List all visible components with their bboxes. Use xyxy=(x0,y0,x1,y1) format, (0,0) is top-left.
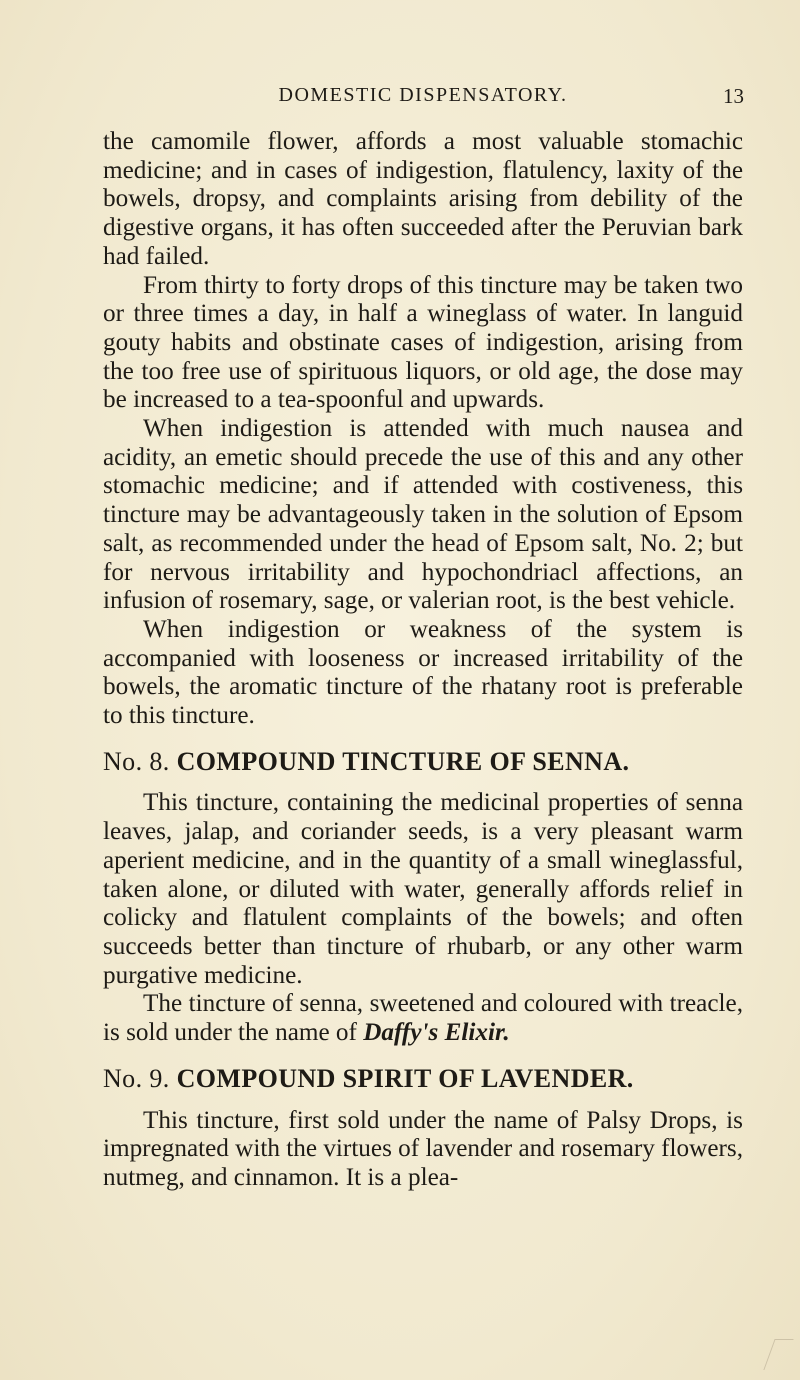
paragraph: From thirty to forty drops of this tincture may be taken two or three times a day, in half a wineglass of water. In languid gouty habits and obstinate cases of indigestion, arising from the too free use of spirituous liquors, or old age, the dose may be increased to a tea-spoonful and upwards. xyxy=(103,271,743,414)
body-text xyxy=(103,128,743,1193)
paragraph: the camomile flower, affords a most valuable stomachic medicine; and in cases of indigestion, flatulency, laxity of the bowels, dropsy, and complaints arising from debility of the digestive organs, it has often succeeded after the Peruvian bark had failed. xyxy=(103,128,743,270)
paragraph-text: The tincture of senna, sweetened and coloured with treacle, is sold under the name of xyxy=(103,990,743,1047)
paragraph: When indigestion or weakness of the system is accompanied with looseness or increased irritability of the bowels, the aromatic tincture of the rhatany root is preferable to this tincture. xyxy=(103,615,743,730)
section-number: No. 8. xyxy=(103,746,170,776)
page-corner-mark xyxy=(763,1339,793,1370)
page-header xyxy=(102,84,744,114)
page-number: 13 xyxy=(723,84,744,108)
section-heading-8 xyxy=(103,748,743,777)
section-number: No. 9. xyxy=(103,1063,170,1093)
paragraph: When indigestion is attended with much nausea and acidity, an emetic should precede the use of this and any other stomachic medicine; and if attended with costiveness, this tincture may be advantageously taken in the solution of Epsom salt, as recommended under the head of Epsom salt, No. 2; but for nervous irritability and hypochondriacl affections, an infusion of rosemary, sage, or valerian root, is the best vehicle. xyxy=(103,415,743,615)
paragraph: This tincture, containing the medicinal properties of senna leaves, jalap, and coriander seeds, is a very pleasant warm aperient medicine, and in the quantity of a small wineglassful, taken alone, or diluted with water, generally affords relief in colicky and flatulent complaints of the bowels; and often succeeds better than tincture of rhubarb, or any other warm purgative medicine. xyxy=(103,789,743,989)
running-title: DOMESTIC DISPENSATORY. xyxy=(278,84,568,106)
italic-product-name: Daffy's Elixir. xyxy=(363,1019,510,1047)
section-heading-9 xyxy=(103,1065,743,1094)
paragraph: This tincture, first sold under the name of Palsy Drops, is impregnated with the virtues of lavender and rosemary flowers, nutmeg, and cinnamon. It is a plea- xyxy=(103,1106,743,1191)
paragraph xyxy=(103,990,743,1047)
section-title: COMPOUND SPIRIT OF LAVENDER. xyxy=(176,1063,634,1093)
section-title: COMPOUND TINCTURE OF SENNA. xyxy=(176,746,630,776)
